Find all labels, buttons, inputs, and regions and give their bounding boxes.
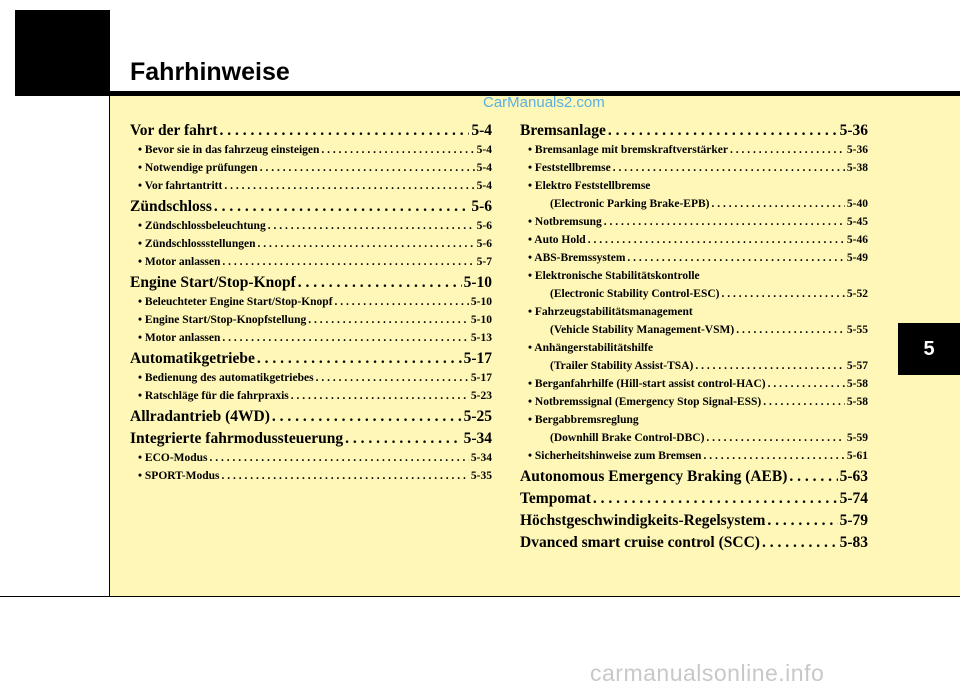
toc-subsection-entry[interactable]	[130, 332, 492, 350]
toc-leader-dots	[257, 238, 474, 250]
toc-section-entry[interactable]	[520, 490, 868, 512]
toc-entry-label: • Zündschlossstellungen	[138, 238, 256, 250]
toc-subsection-entry[interactable]	[520, 144, 868, 162]
toc-page-number: 5-13	[470, 332, 492, 344]
toc-entry-label: • Fahrzeugstabilitätsmanagement	[528, 306, 693, 318]
toc-page-number: 5-79	[839, 512, 868, 529]
toc-subsection-entry[interactable]	[130, 470, 492, 488]
toc-page-number: 5-55	[846, 324, 868, 336]
toc-page-number: 5-34	[463, 430, 492, 447]
toc-section-entry[interactable]	[520, 468, 868, 490]
toc-entry-label: • Bedienung des automatikgetriebes	[138, 372, 314, 384]
toc-page-number: 5-34	[470, 452, 492, 464]
toc-page-number: 5-38	[846, 162, 868, 174]
toc-leader-dots	[298, 274, 462, 292]
toc-leader-dots	[604, 216, 845, 228]
toc-leader-dots	[613, 162, 845, 174]
toc-entry-label: Höchstgeschwindigkeits-Regelsystem	[520, 512, 766, 529]
toc-subsection-entry[interactable]	[520, 234, 868, 252]
toc-subsection-entry[interactable]	[520, 414, 868, 432]
toc-entry-label: (Trailer Stability Assist-TSA)	[550, 360, 694, 372]
toc-subsection-entry[interactable]	[130, 162, 492, 180]
toc-leader-dots	[220, 122, 470, 140]
toc-page-number: 5-10	[470, 314, 492, 326]
toc-right-column	[520, 122, 868, 556]
toc-page-number: 5-49	[846, 252, 868, 264]
toc-page-number: 5-7	[476, 256, 492, 268]
toc-entry-label: • Motor anlassen	[138, 256, 221, 268]
toc-subsection-entry[interactable]	[520, 450, 868, 468]
toc-subsection-entry[interactable]	[130, 390, 492, 408]
toc-leader-dots	[272, 408, 462, 426]
toc-entry-label: • Anhängerstabilitätshilfe	[528, 342, 654, 354]
toc-section-entry[interactable]	[130, 274, 492, 296]
toc-entry-label: • Auto Hold	[528, 234, 586, 246]
toc-entry-label: • Bergabbremsreglung	[528, 414, 639, 426]
toc-subsection-entry[interactable]	[520, 180, 868, 198]
toc-page-number: 5-4	[476, 144, 492, 156]
toc-entry-label: Automatikgetriebe	[130, 350, 255, 367]
toc-leader-dots	[224, 180, 474, 192]
toc-entry-label: • Vor fahrtantritt	[138, 180, 223, 192]
toc-leader-dots	[222, 256, 474, 268]
toc-subsection-entry[interactable]	[130, 296, 492, 314]
toc-leader-dots	[321, 144, 474, 156]
toc-page-number: 5-45	[846, 216, 868, 228]
toc-leader-dots	[260, 162, 475, 174]
toc-entry-label: Dvanced smart cruise control (SCC)	[520, 534, 760, 551]
toc-subsection-entry[interactable]	[520, 288, 868, 306]
toc-leader-dots	[736, 324, 845, 336]
toc-subsection-entry[interactable]	[520, 324, 868, 342]
toc-page-number: 5-36	[839, 122, 868, 139]
toc-page-number: 5-58	[846, 378, 868, 390]
toc-leader-dots	[712, 198, 845, 210]
toc-entry-label: Zündschloss	[130, 198, 212, 215]
toc-subsection-entry[interactable]	[520, 252, 868, 270]
toc-leader-dots	[730, 144, 845, 156]
toc-entry-label: Autonomous Emergency Braking (AEB)	[520, 468, 788, 485]
toc-subsection-entry[interactable]	[520, 342, 868, 360]
toc-page-number: 5-52	[846, 288, 868, 300]
toc-leader-dots	[695, 360, 845, 372]
toc-entry-label: (Electronic Parking Brake-EPB)	[550, 198, 710, 210]
toc-page-number: 5-6	[471, 198, 492, 215]
toc-section-entry[interactable]	[130, 350, 492, 372]
toc-leader-dots	[722, 288, 845, 300]
toc-leader-dots	[703, 450, 844, 462]
toc-page-number: 5-6	[476, 238, 492, 250]
toc-leader-dots	[222, 332, 469, 344]
toc-subsection-entry[interactable]	[520, 396, 868, 414]
toc-entry-label: • Elektro Feststellbremse	[528, 180, 651, 192]
toc-subsection-entry[interactable]	[130, 238, 492, 256]
toc-entry-label: Allradantrieb (4WD)	[130, 408, 270, 425]
toc-subsection-entry[interactable]	[520, 360, 868, 378]
toc-subsection-entry[interactable]	[520, 216, 868, 234]
toc-subsection-entry[interactable]	[520, 432, 868, 450]
toc-page-number: 5-74	[839, 490, 868, 507]
toc-section-entry[interactable]	[520, 534, 868, 556]
toc-entry-label: • Notbremssignal (Emergency Stop Signal-ESS)	[528, 396, 762, 408]
toc-entry-label: • Notwendige prüfungen	[138, 162, 258, 174]
toc-page-number: 5-57	[846, 360, 868, 372]
toc-page-number: 5-23	[470, 390, 492, 402]
toc-page-number: 5-4	[476, 180, 492, 192]
toc-leader-dots	[627, 252, 844, 264]
chapter-tab[interactable]: 5	[898, 323, 960, 375]
toc-page-number: 5-40	[846, 198, 868, 210]
toc-subsection-entry[interactable]	[520, 198, 868, 216]
toc-leader-dots	[308, 314, 469, 326]
toc-entry-label: Vor der fahrt	[130, 122, 218, 139]
toc-page-number: 5-10	[463, 274, 492, 291]
toc-subsection-entry[interactable]	[520, 162, 868, 180]
toc-page-number: 5-10	[470, 296, 492, 308]
toc-section-entry[interactable]	[520, 512, 868, 534]
toc-leader-dots	[257, 350, 462, 368]
toc-entry-label: • Elektronische Stabilitätskontrolle	[528, 270, 700, 282]
margin-rule	[109, 96, 110, 596]
toc-page-number: 5-17	[470, 372, 492, 384]
toc-entry-label: • Beleuchteter Engine Start/Stop-Knopf	[138, 296, 333, 308]
toc-entry-label: • Ratschläge für die fahrpraxis	[138, 390, 289, 402]
toc-leader-dots	[767, 512, 837, 530]
toc-section-entry[interactable]	[130, 198, 492, 220]
toc-subsection-entry[interactable]	[520, 306, 868, 324]
toc-page-number: 5-4	[471, 122, 492, 139]
toc-entry-label: (Electronic Stability Control-ESC)	[550, 288, 720, 300]
toc-subsection-entry[interactable]	[130, 220, 492, 238]
toc-leader-dots	[593, 490, 838, 508]
toc-leader-dots	[588, 234, 845, 246]
toc-entry-label: • ABS-Bremssystem	[528, 252, 626, 264]
toc-page-number: 5-17	[463, 350, 492, 367]
toc-leader-dots	[268, 220, 475, 232]
toc-page-number: 5-6	[476, 220, 492, 232]
toc-entry-label: • Feststellbremse	[528, 162, 611, 174]
toc-leader-dots	[768, 378, 845, 390]
toc-subsection-entry[interactable]	[130, 256, 492, 274]
toc-entry-label: • ECO-Modus	[138, 452, 208, 464]
toc-subsection-entry[interactable]	[130, 144, 492, 162]
toc-page-number: 5-63	[839, 468, 868, 485]
toc-leader-dots	[221, 470, 468, 482]
toc-entry-label: • Sicherheitshinweise zum Bremsen	[528, 450, 702, 462]
footer-logo: carmanualsonline.info	[590, 660, 825, 686]
toc-subsection-entry[interactable]	[130, 452, 492, 470]
toc-entry-label: Engine Start/Stop-Knopf	[130, 274, 296, 291]
toc-subsection-entry[interactable]	[520, 270, 868, 288]
page-title: Fahrhinweise	[130, 58, 290, 86]
toc-entry-label: • Bevor sie in das fahrzeug einsteigen	[138, 144, 320, 156]
toc-entry-label: Bremsanlage	[520, 122, 606, 139]
toc-subsection-entry[interactable]	[520, 378, 868, 396]
toc-entry-label: • Zündschlossbeleuchtung	[138, 220, 266, 232]
toc-left-column	[130, 122, 492, 488]
toc-leader-dots	[291, 390, 469, 402]
watermark-text: CarManuals2.com	[483, 94, 605, 111]
toc-leader-dots	[608, 122, 838, 140]
toc-section-entry[interactable]	[130, 430, 492, 452]
toc-leader-dots	[210, 452, 469, 464]
toc-leader-dots	[789, 468, 837, 486]
toc-leader-dots	[335, 296, 469, 308]
toc-leader-dots	[706, 432, 845, 444]
toc-page-number: 5-58	[846, 396, 868, 408]
toc-entry-label: • Notbremsung	[528, 216, 602, 228]
toc-section-entry[interactable]	[130, 408, 492, 430]
toc-entry-label: Integrierte fahrmodussteuerung	[130, 430, 344, 447]
toc-section-entry[interactable]	[130, 122, 492, 144]
toc-entry-label: Tempomat	[520, 490, 591, 507]
toc-page-number: 5-35	[470, 470, 492, 482]
toc-page-number: 5-61	[846, 450, 868, 462]
toc-leader-dots	[214, 198, 469, 216]
toc-page-number: 5-4	[476, 162, 492, 174]
chapter-header-block	[15, 10, 110, 96]
toc-entry-label: (Vehicle Stability Management-VSM)	[550, 324, 735, 336]
toc-subsection-entry[interactable]	[130, 180, 492, 198]
toc-entry-label: (Downhill Brake Control-DBC)	[550, 432, 705, 444]
footer-rule	[0, 596, 960, 597]
toc-subsection-entry[interactable]	[130, 314, 492, 332]
toc-page-number: 5-36	[846, 144, 868, 156]
toc-entry-label: • Bremsanlage mit bremskraftverstärker	[528, 144, 729, 156]
toc-page-number: 5-25	[463, 408, 492, 425]
toc-entry-label: • SPORT-Modus	[138, 470, 220, 482]
toc-section-entry[interactable]	[520, 122, 868, 144]
toc-page-number: 5-59	[846, 432, 868, 444]
toc-page-number: 5-83	[839, 534, 868, 551]
toc-leader-dots	[316, 372, 469, 384]
toc-leader-dots	[763, 396, 845, 408]
toc-subsection-entry[interactable]	[130, 372, 492, 390]
toc-entry-label: • Motor anlassen	[138, 332, 221, 344]
toc-leader-dots	[345, 430, 461, 448]
toc-leader-dots	[762, 534, 838, 552]
toc-page-number: 5-46	[846, 234, 868, 246]
toc-entry-label: • Berganfahrhilfe (Hill-start assist control-HAC)	[528, 378, 766, 390]
toc-entry-label: • Engine Start/Stop-Knopfstellung	[138, 314, 307, 326]
